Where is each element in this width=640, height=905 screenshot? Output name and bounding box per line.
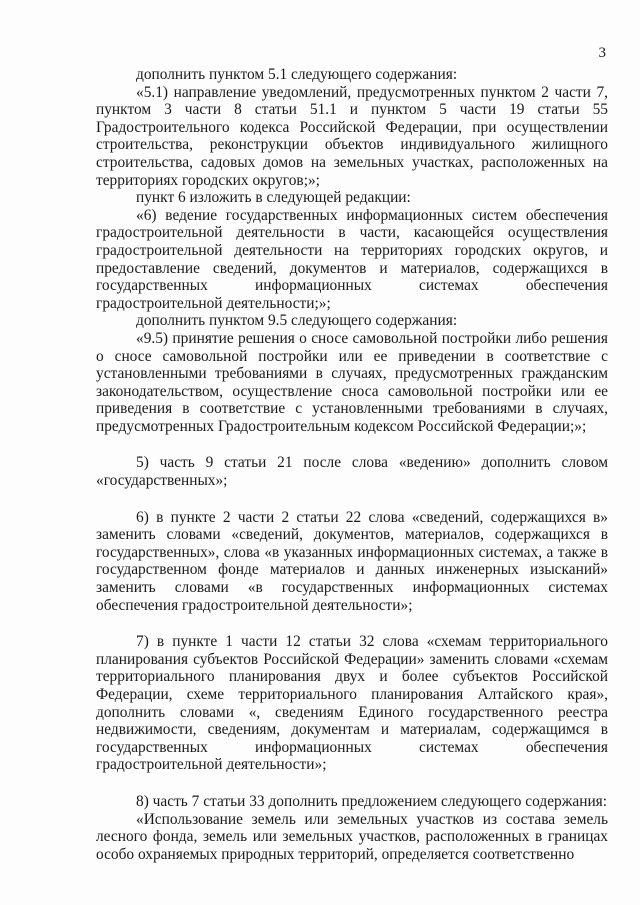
paragraph-item-5-1: «5.1) направление уведомлений, предусмотренных пунктом 2 части 7, пунктом 3 части 8 статьи 51.1 и пунктом 5 части 19 статьи 55 Градостроительного кодекса Российской Федерации, при осуществлении строительства, реконструкции объектов индивидуального жилищного строительства, садовых домов на земельных участках, расположенных на территориях городских округов;»; (96, 83, 608, 189)
paragraph-gap (96, 435, 608, 454)
paragraph-quote-land-use: «Использование земель или земельных участков из состава земель лесного фонда, земель или земельных участков, расположенных в границах особо охраняемых природных территорий, определяется соответственно (96, 810, 608, 863)
page-number: 3 (598, 45, 606, 61)
paragraph-point-8: 8) часть 7 статьи 33 дополнить предложением следующего содержания: (136, 792, 608, 810)
paragraph-amend-5-1: дополнить пунктом 5.1 следующего содержания: (136, 66, 458, 83)
paragraph-item-9-5: «9.5) принятие решения о сносе самовольной постройки либо решения о сносе самовольной постройки или ее приведении в соответствие с установленными требованиями в случаях, предусмотренных гражданским законодательством, осуществление сноса самовольной постройки или ее приведения в соответствие с установленными требованиями в случаях, предусмотренных Градостроительным кодексом Российской Федерации;»; (96, 329, 608, 435)
paragraph-amend-9-5: дополнить пунктом 9.5 следующего содержания: (136, 312, 458, 330)
paragraph-gap (96, 614, 608, 633)
paragraph-gap (96, 490, 608, 509)
paragraph-gap (96, 774, 608, 793)
document-body (96, 66, 608, 863)
paragraph-point-6: 6) в пункте 2 части 2 статьи 22 слова «сведений, содержащихся в» заменить словами «сведений, документов, материалов, содержащихся в государственных», слова «в указанных информационных системах, а также в государственном фонде материалов и данных инженерных изысканий» заменить словами «в государственных информационных системах обеспечения градостроительной деятельности»; (96, 508, 608, 614)
paragraph-point-5: 5) часть 9 статьи 21 после слова «ведению» дополнить словом «государственных»; (96, 454, 608, 490)
paragraph-amend-6: пункт 6 изложить в следующей редакции: (136, 189, 411, 207)
paragraph-point-7: 7) в пункте 1 части 12 статьи 32 слова «схемам территориального планирования субъектов Российской Федерации» заменить словами «схемам территориального планирования двух и более субъектов Российской Федерации, схеме территориального планирования Алтайского края», дополнить словами «, сведениям Единого государственного реестра недвижимости, сведениям, документам и материалам, содержащимся в государственных информационных системах обеспечения градостроительной деятельности»; (96, 633, 608, 774)
paragraph-item-6: «6) ведение государственных информационных систем обеспечения градостроительной деятельности в части, касающейся осуществления градостроительной деятельности на территориях городских округов, и предоставление сведений, документов и материалов, содержащихся в государственных информационных системах обеспечения градостроительной деятельности;»; (96, 206, 608, 312)
